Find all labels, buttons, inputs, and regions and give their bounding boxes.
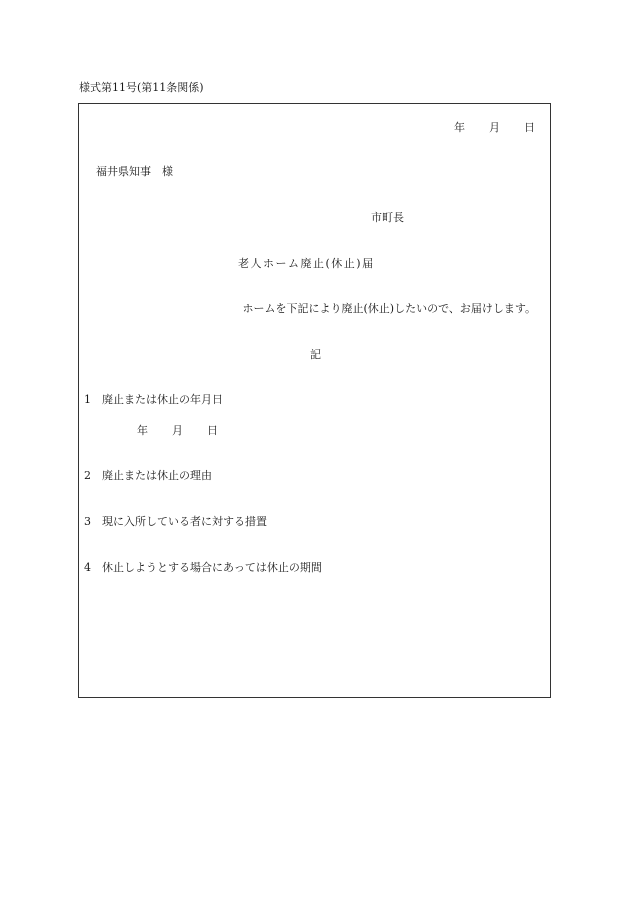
addressee: 福井県知事 様 xyxy=(96,165,173,178)
date-year-label: 年 xyxy=(454,121,465,134)
item-number: 1 xyxy=(84,393,91,406)
document-title: 老人ホーム廃止(休止)届 xyxy=(238,257,375,270)
form-number: 様式第11号(第11条関係) xyxy=(79,81,204,94)
date-day-label: 日 xyxy=(524,121,535,134)
list-item xyxy=(84,470,212,481)
list-item xyxy=(84,394,223,405)
submission-date xyxy=(454,122,535,133)
item-label: 現に入所している者に対する措置 xyxy=(102,515,267,528)
ki-heading: 記 xyxy=(310,348,321,361)
list-item xyxy=(84,562,322,573)
sender: 市町長 xyxy=(371,211,404,224)
item-label: 廃止または休止の理由 xyxy=(102,469,212,482)
item-date-year-label: 年 xyxy=(137,424,148,437)
closure-date xyxy=(137,425,218,436)
item-number: 3 xyxy=(84,515,91,528)
date-month-label: 月 xyxy=(489,121,500,134)
item-label: 廃止または休止の年月日 xyxy=(102,393,223,406)
list-item xyxy=(84,516,267,527)
item-date-month-label: 月 xyxy=(172,424,183,437)
item-number: 4 xyxy=(84,561,91,574)
item-label: 休止しようとする場合にあっては休止の期間 xyxy=(102,561,322,574)
item-date-day-label: 日 xyxy=(207,424,218,437)
item-number: 2 xyxy=(84,469,91,482)
statement: ホームを下記により廃止(休止)したいので、お届けします。 xyxy=(242,302,536,315)
